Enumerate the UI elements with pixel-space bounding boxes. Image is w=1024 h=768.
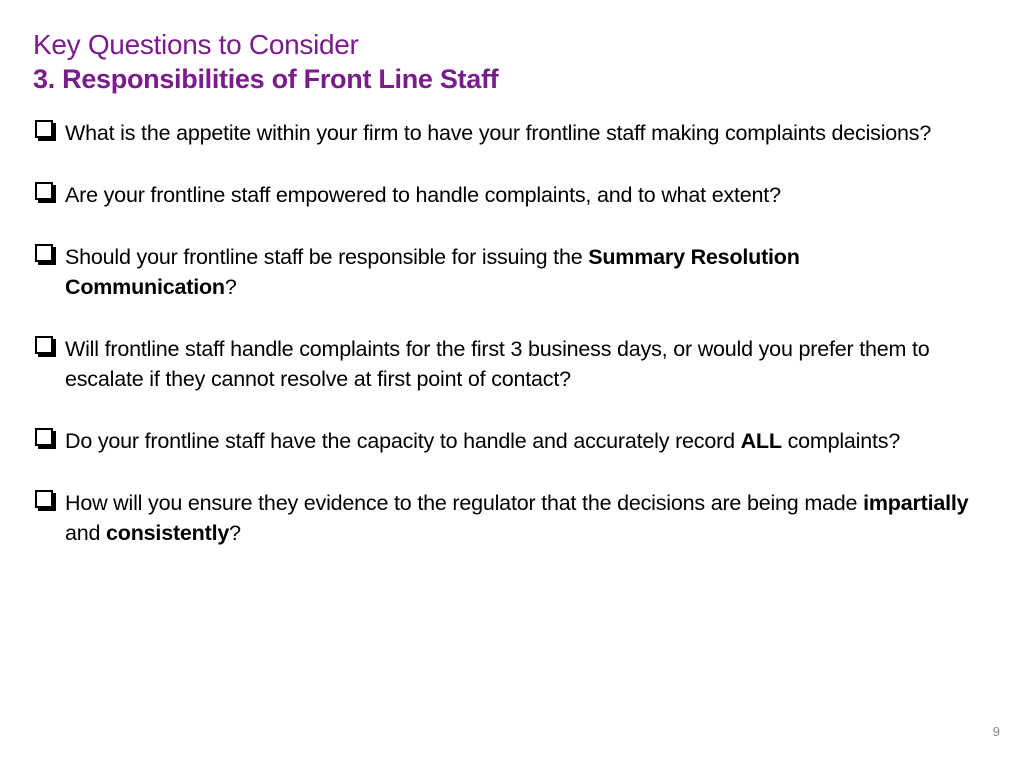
question-text: Do your frontline staff have the capacity to handle and accurately record [65,429,741,453]
question-item [35,488,975,548]
question-item [35,118,975,148]
question-item [35,180,975,210]
question-emphasis: ALL [740,429,782,453]
checkbox-bullet-icon [35,182,53,200]
slide-title: Key Questions to Consider [33,29,359,60]
question-emphasis: impartially [863,491,969,515]
checkbox-bullet-icon [35,244,53,262]
question-text: Should your frontline staff be responsible for issuing the [65,245,589,269]
question-text: Will frontline staff handle complaints for the first 3 business days, or would you prefer them to escalate if they cannot resolve at first point of contact? [65,337,930,391]
page-number: 9 [992,724,1000,739]
checkbox-bullet-icon [35,120,53,138]
question-item [35,334,975,394]
question-emphasis: consistently [106,521,230,545]
question-text: complaints? [781,429,901,453]
question-emphasis: Summary Resolution Communication [65,245,800,299]
question-text: Are your frontline staff empowered to handle complaints, and to what extent? [65,183,781,207]
question-text: ? [224,275,237,299]
slide-subtitle: 3. Responsibilities of Front Line Staff [33,64,499,94]
question-text: What is the appetite within your firm to have your frontline staff making complaints decisions? [65,121,932,145]
question-text: and [65,521,107,545]
checkbox-bullet-icon [35,336,53,354]
question-item [35,426,975,456]
checkbox-bullet-icon [35,428,53,446]
checkbox-bullet-icon [35,490,53,508]
question-list [35,118,975,580]
question-item [35,242,975,302]
question-text: How will you ensure they evidence to the regulator that the decisions are being made [65,491,864,515]
question-text: ? [229,521,241,545]
